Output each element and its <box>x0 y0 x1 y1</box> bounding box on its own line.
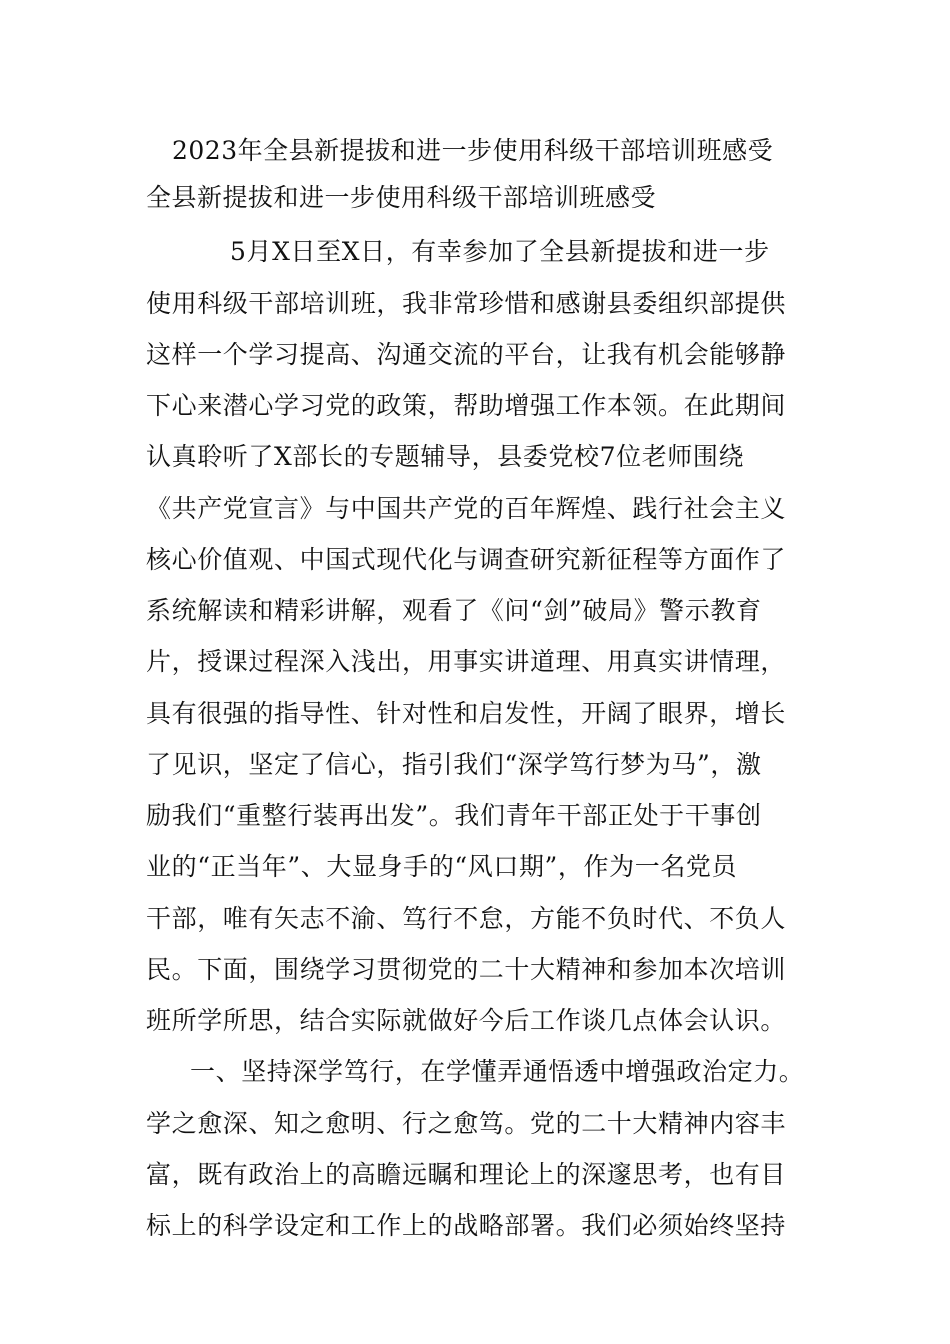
paragraph-line: 《共产党宣言》与中国共产党的百年辉煌、践行社会主义 <box>146 494 787 523</box>
paragraph-line: 这样一个学习提高、沟通交流的平台，让我有机会能够静 <box>146 340 787 369</box>
section-heading-line: 一、坚持深学笃行，在学懂弄通悟透中增强政治定力。 <box>190 1057 805 1086</box>
paragraph-line: 干部，唯有矢志不渝、笃行不怠，方能不负时代、不负人 <box>146 904 787 933</box>
paragraph-line: 使用科级干部培训班，我非常珍惜和感谢县委组织部提供 <box>146 289 787 318</box>
paragraph-line: 认真聆听了X部长的专题辅导，县委党校7位老师围绕 <box>146 442 745 471</box>
paragraph-line: 学之愈深、知之愈明、行之愈笃。党的二十大精神内容丰 <box>146 1109 787 1138</box>
paragraph-line: 民。下面，围绕学习贯彻党的二十大精神和参加本次培训 <box>146 955 787 984</box>
paragraph-line: 班所学所思，结合实际就做好今后工作谈几点体会认识。 <box>146 1006 787 1035</box>
paragraph-line: 励我们“重整行装再出发”。我们青年干部正处于干事创 <box>146 801 762 830</box>
paragraph-line: 标上的科学设定和工作上的战略部署。我们必须始终坚持 <box>146 1211 787 1240</box>
paragraph-line: 系统解读和精彩讲解，观看了《问“剑”破局》警示教育 <box>146 596 762 625</box>
paragraph-line: 5月X日至X日，有幸参加了全县新提拔和进一步 <box>230 237 770 266</box>
paragraph-line: 具有很强的指导性、针对性和启发性，开阔了眼界，增长 <box>146 699 787 728</box>
paragraph-line: 核心价值观、中国式现代化与调查研究新征程等方面作了 <box>146 545 787 574</box>
paragraph-line: 业的“正当年”、大显身手的“风口期”，作为一名党员 <box>146 852 738 881</box>
paragraph-line: 富，既有政治上的高瞻远瞩和理论上的深邃思考，也有目 <box>146 1160 787 1189</box>
paragraph-line: 下心来潜心学习党的政策，帮助增强工作本领。在此期间 <box>146 391 787 420</box>
document-subtitle: 全县新提拔和进一步使用科级干部培训班感受 <box>146 183 657 212</box>
document-title: 2023年全县新提拔和进一步使用科级干部培训班感受 <box>172 136 774 165</box>
paragraph-line: 片，授课过程深入浅出，用事实讲道理、用真实讲情理， <box>146 647 787 676</box>
paragraph-line: 了见识，坚定了信心，指引我们“深学笃行梦为马”，激 <box>146 750 762 779</box>
